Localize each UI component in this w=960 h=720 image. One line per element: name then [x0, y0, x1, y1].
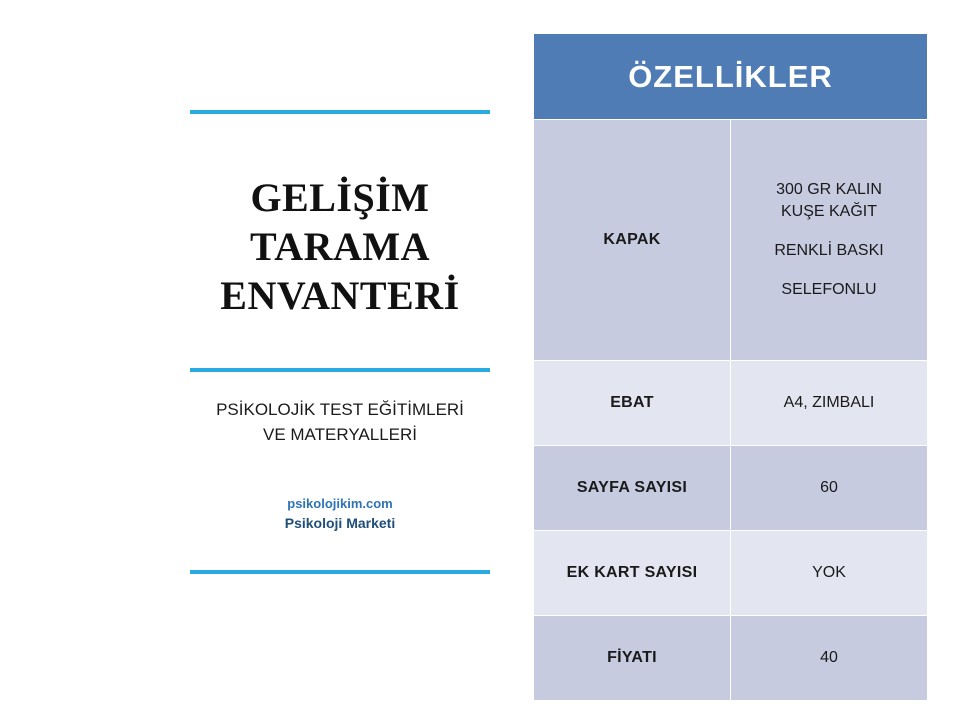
kapak-spacer-1: [732, 224, 926, 240]
table-row: [534, 616, 928, 701]
page-title-line-1: GELİŞİM: [250, 175, 430, 220]
row-value-sayfa-sayisi: 60: [731, 446, 928, 531]
kapak-spacer-2: [732, 263, 926, 279]
row-value-kapak-lines: [732, 179, 926, 302]
table-row: [534, 120, 928, 361]
specs-table-header: ÖZELLİKLER: [534, 34, 928, 120]
row-value-kapak: [731, 120, 928, 361]
table-header-row: [534, 34, 928, 120]
subtitle-line-1: PSİKOLOJİK TEST EĞİTİMLERİ: [216, 400, 464, 420]
row-value-ek-kart-sayisi: YOK: [731, 531, 928, 616]
page-title: [180, 174, 500, 320]
table-row: [534, 361, 928, 446]
row-label-ek-kart-sayisi: EK KART SAYISI: [534, 531, 731, 616]
table-row: [534, 446, 928, 531]
row-value-ebat: A4, ZIMBALI: [731, 361, 928, 446]
row-label-fiyati: FİYATI: [534, 616, 731, 701]
divider-bottom: [190, 570, 490, 574]
subtitle-line-2: VE MATERYALLERİ: [263, 425, 417, 445]
page-title-line-2: TARAMA: [249, 223, 430, 269]
specs-table-wrapper: [533, 33, 928, 701]
brand-block: [180, 494, 500, 535]
divider-top: [190, 110, 490, 114]
divider-middle: [190, 368, 490, 372]
row-label-kapak: KAPAK: [534, 120, 731, 361]
row-label-ebat: EBAT: [534, 361, 731, 446]
page-title-line-3: ENVANTERİ: [220, 272, 460, 318]
kapak-line-1: 300 GR KALIN: [776, 180, 882, 198]
kapak-line-4: SELEFONLU: [781, 280, 877, 298]
kapak-line-2: KUŞE KAĞIT: [780, 203, 878, 221]
specs-table: [533, 33, 928, 701]
brand-name: Psikoloji Marketi: [284, 515, 396, 532]
row-value-fiyati: 40: [731, 616, 928, 701]
subtitle: [180, 398, 500, 447]
table-row: [534, 531, 928, 616]
kapak-line-3: RENKLİ BASKI: [774, 242, 884, 259]
row-label-sayfa-sayisi: SAYFA SAYISI: [534, 446, 731, 531]
product-title-panel: [180, 110, 500, 574]
brand-website: psikolojikim.com: [287, 495, 393, 511]
